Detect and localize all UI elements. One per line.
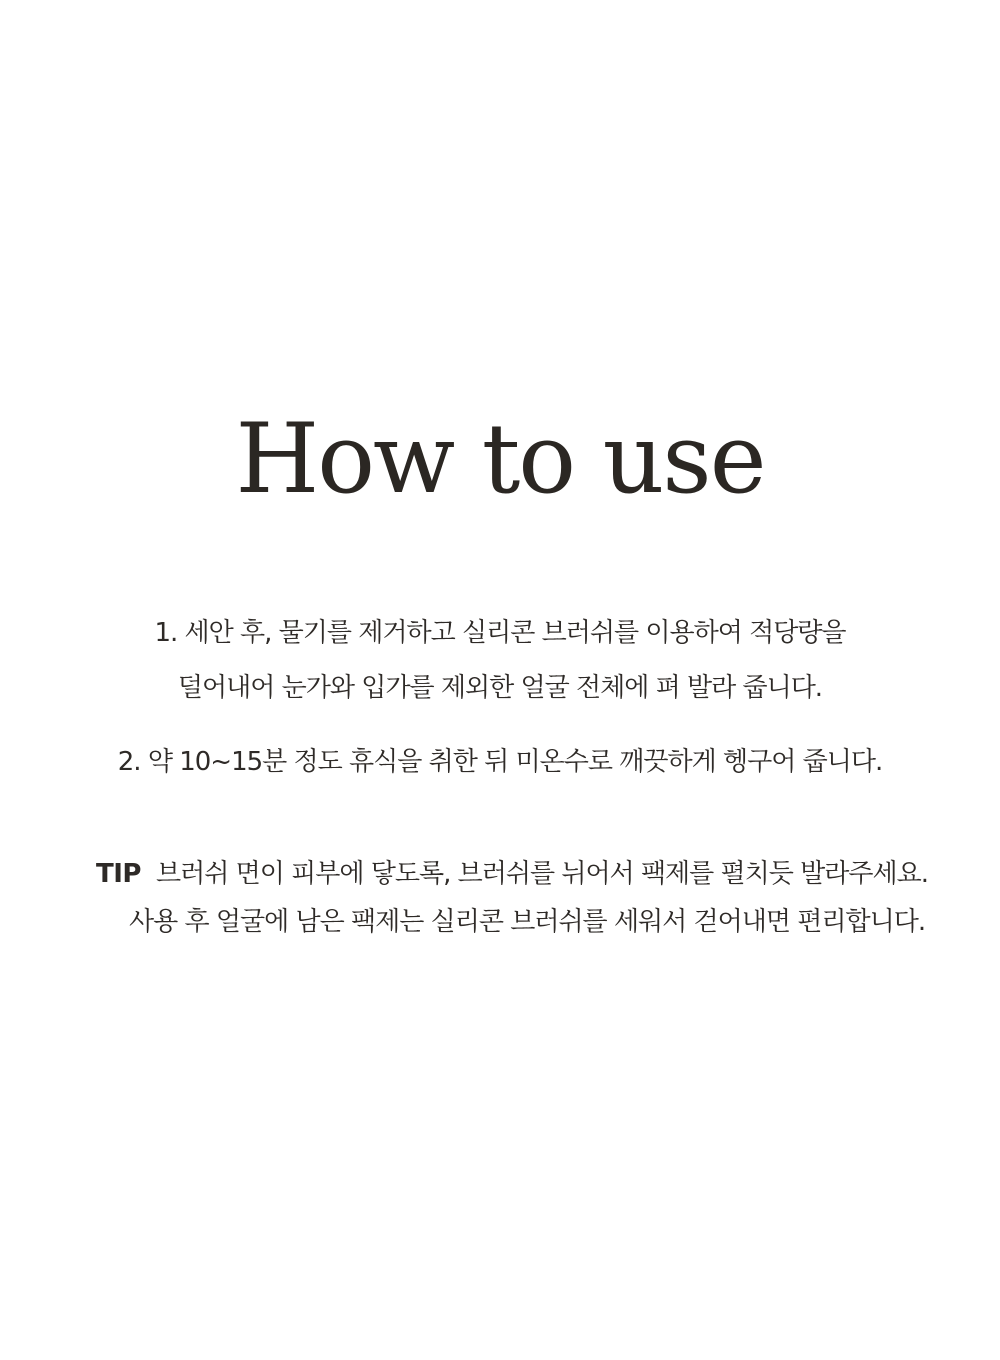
tip-label: TIP <box>96 859 141 889</box>
tip-line-1: 브러쉬 면이 피부에 닿도록, 브러쉬를 뉘어서 팩제를 펼치듯 발라주세요. <box>156 859 929 889</box>
step-1-line-2: 덜어내어 눈가와 입가를 제외한 얼굴 전체에 펴 발라 줍니다. <box>177 673 823 703</box>
tip-line-2: 사용 후 얼굴에 남은 팩제는 실리콘 브러쉬를 세워서 걷어내면 편리합니다. <box>129 907 926 937</box>
step-1-line-1: 1. 세안 후, 물기를 제거하고 실리콘 브러쉬를 이용하여 적당량을 <box>154 618 846 648</box>
page-title: How to use <box>235 403 765 515</box>
step-2-line-1: 2. 약 10~15분 정도 휴식을 취한 뒤 미온수로 깨끗하게 헹구어 줍니다. <box>117 747 883 777</box>
